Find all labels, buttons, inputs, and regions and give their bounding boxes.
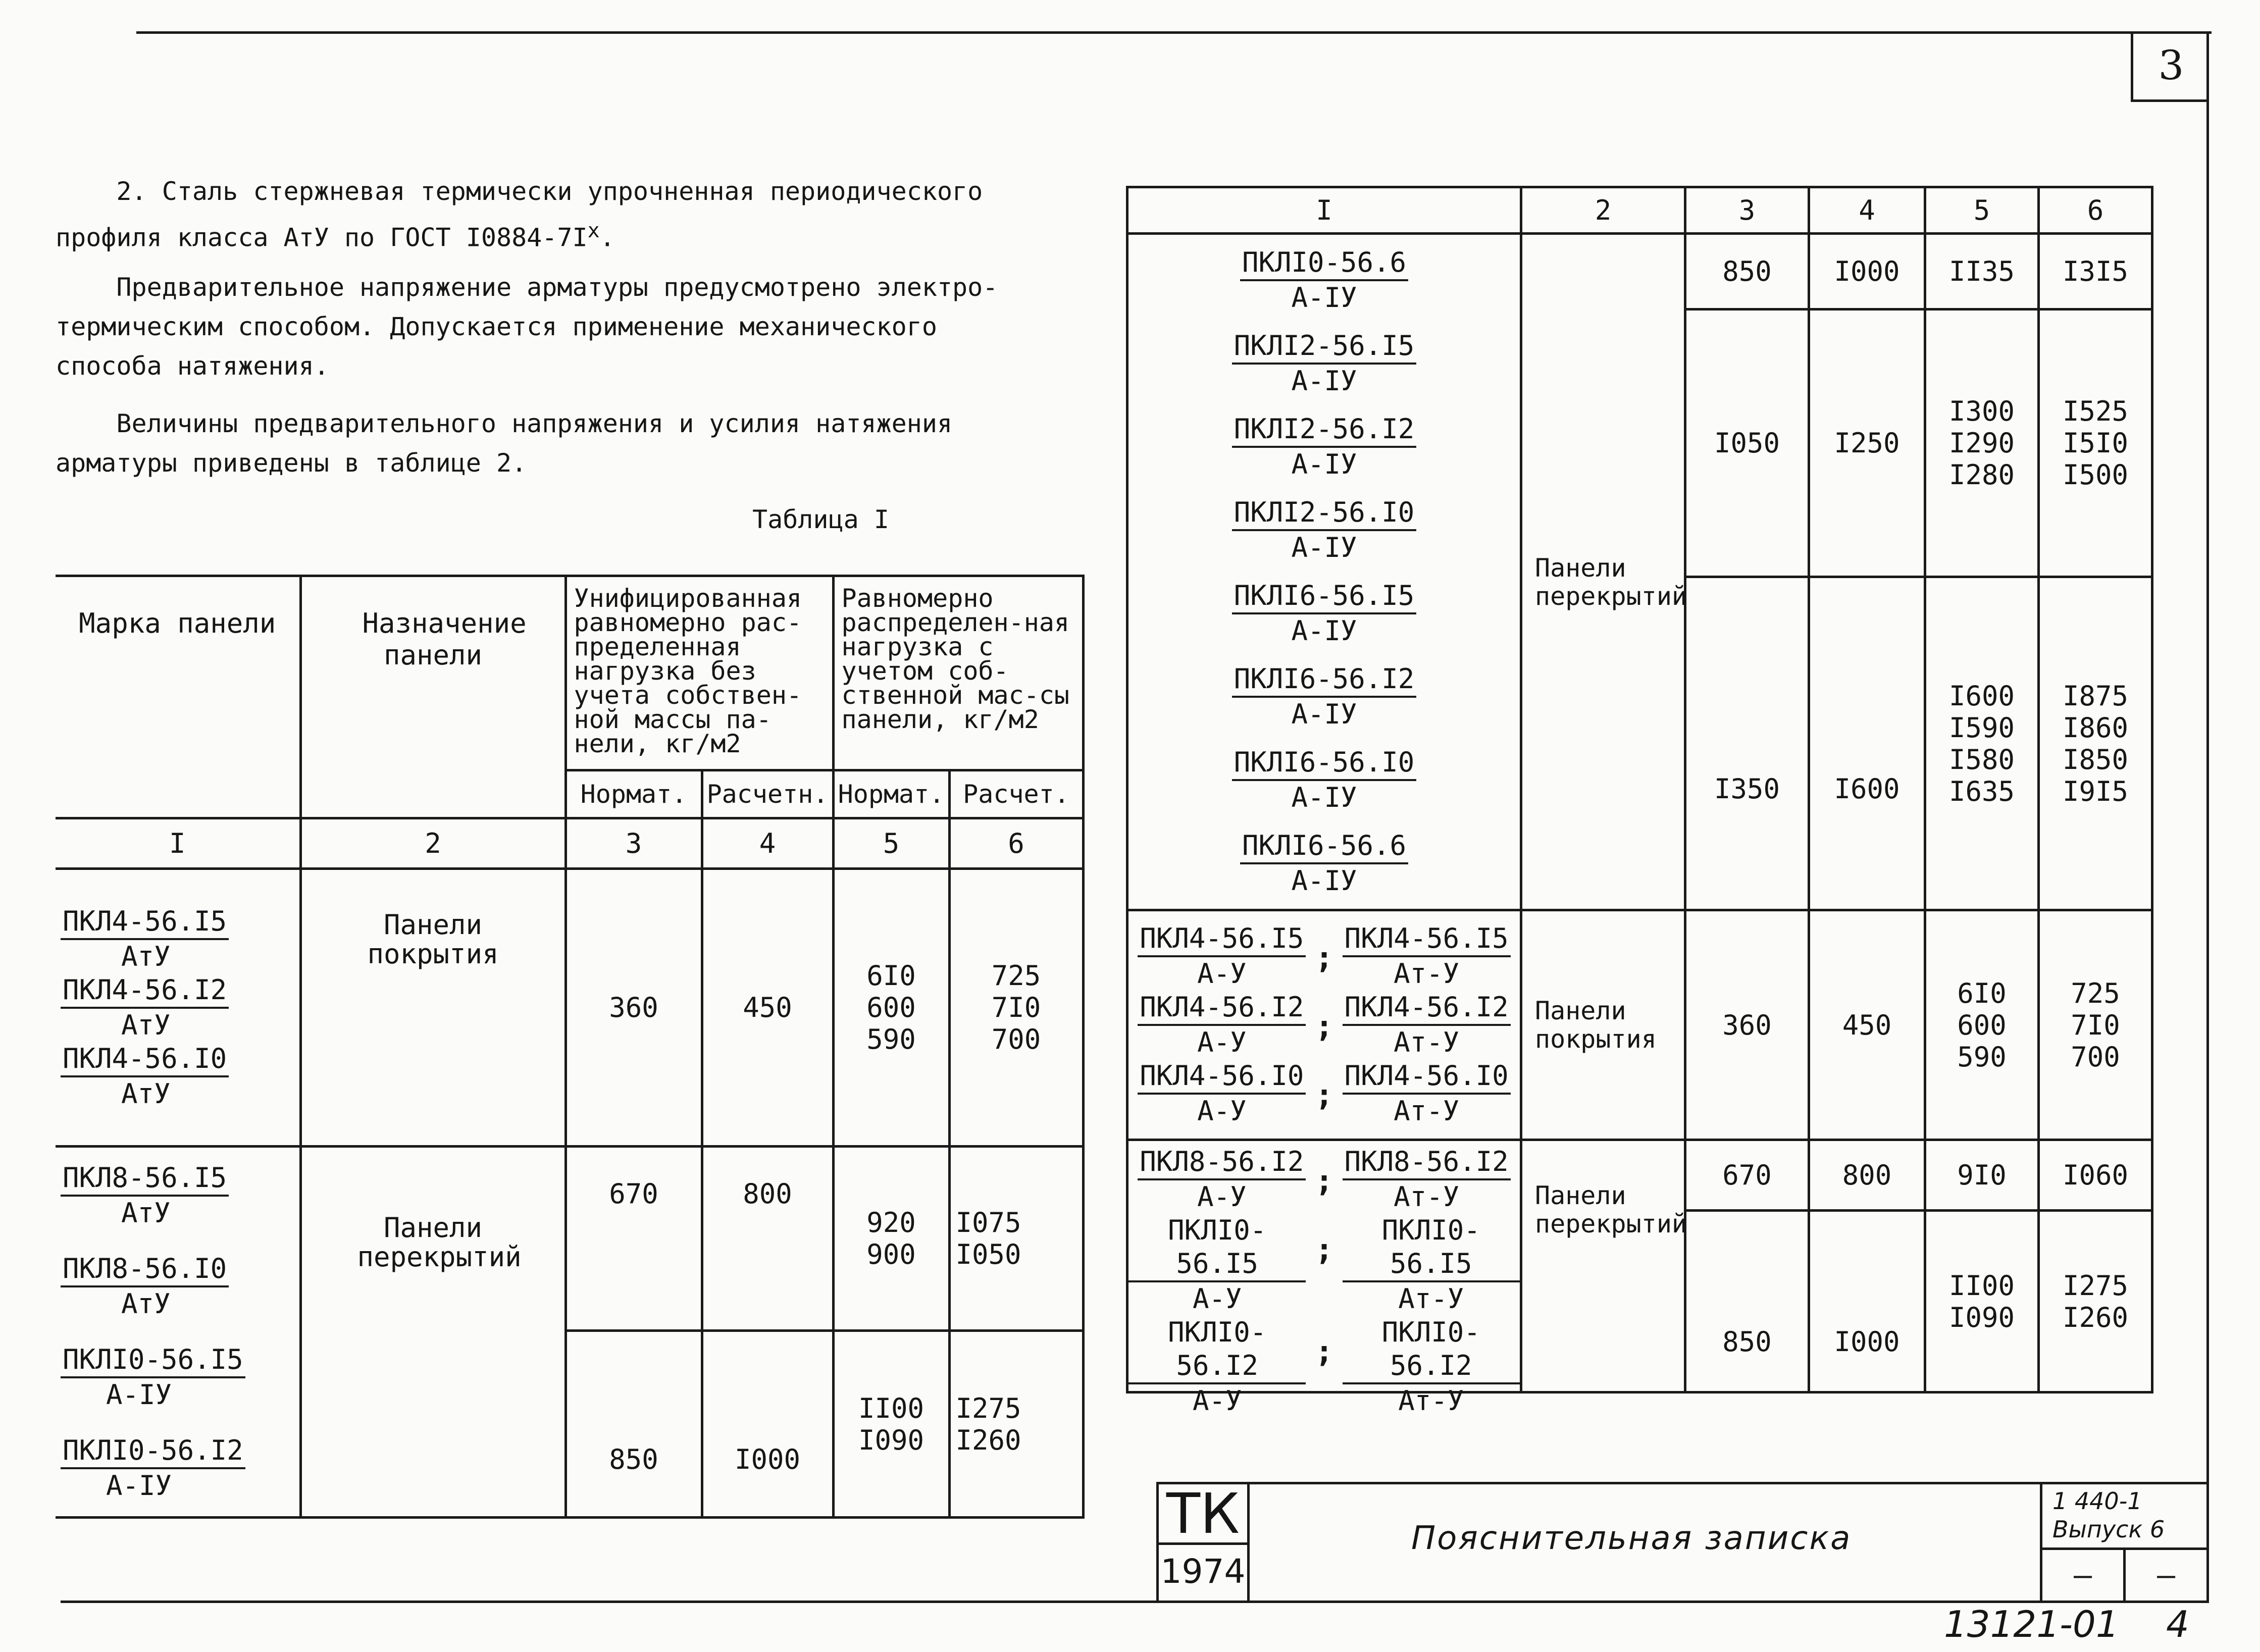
cell-c4: 450 xyxy=(702,869,833,1147)
cell-c5: II00 I090 xyxy=(1925,1211,2039,1392)
cell-c5: II00 I090 xyxy=(833,1331,949,1518)
cell-c3: 850 xyxy=(1685,1211,1809,1392)
header-calc-1: Расчетн. xyxy=(702,770,833,818)
paragraph-values: Величины предварительного напряжения и усилия натяжения арматуры приведены в таблице 2. xyxy=(56,409,953,478)
col-number-4: 4 xyxy=(702,818,833,869)
cell-c5: 920 900 xyxy=(833,1147,949,1331)
col-number-6: 6 xyxy=(2039,187,2152,234)
cell-c3: 360 xyxy=(1685,910,1809,1140)
table1-caption: Таблица I xyxy=(752,505,889,534)
purpose-cell: Панели перекрытий xyxy=(1521,1140,1685,1392)
col-number-1: I xyxy=(56,818,300,869)
table-row xyxy=(1127,234,2152,309)
col-number-5: 5 xyxy=(833,818,949,869)
cell-c3: I350 xyxy=(1685,577,1809,910)
sheet-cell-2: — xyxy=(2156,1558,2176,1593)
mark-cell: $\frac{\text{ПКЛ4-56.I5}}{\text{АтУ}}$ $\frac{\text{ПКЛ4-56.I2}}{\text{АтУ}}$ $\frac{\text{ПКЛ4-56.I0}}{\text{АтУ}}$ xyxy=(56,869,300,1147)
col-number-4: 4 xyxy=(1809,187,1925,234)
cell-c3: 360 xyxy=(566,869,702,1147)
right-frame-line xyxy=(2206,31,2209,1602)
page-number: 3 xyxy=(2158,42,2184,89)
series-cell xyxy=(2040,1484,2206,1550)
cell-c6: I3I5 xyxy=(2039,234,2152,309)
cell-c6: I875 I860 I850 I9I5 xyxy=(2039,577,2152,910)
header-uniform-load: Равномерно распределен-ная нагрузка с учетом соб-ственной мас-сы панели, кг/м2 xyxy=(833,576,1083,770)
year-cell xyxy=(1159,1542,1250,1601)
cell-c5: 6I0 600 590 xyxy=(1925,910,2039,1140)
cell-c4: I000 xyxy=(1809,1211,1925,1392)
sheet-cell-1: — xyxy=(2042,1550,2126,1601)
mark-cell: $\frac{\text{ПКЛI0-56.6}}{А-IУ}$ $\frac{\text{ПКЛI2-56.I5}}{А-IУ}$ $\frac{\text{ПКЛI2-56.I2}}{А-IУ}$ $\frac{\text{ПКЛI2-56.I0}}{А-IУ}$ $\frac{\text{ПКЛI6-56.I5}}{А-IУ}$ $\frac{\text{ПКЛI6-56.I2}}{А-IУ}$ $\frac{\text{ПКЛI6-56.I0}}{А-IУ}$ $\frac{\text{ПКЛI6-56.6}}{А-IУ}$ xyxy=(1127,234,1521,910)
paragraph-prestress: Предварительное напряжение арматуры предусмотрено электро- термическим способом. Допускается применение механического способа натяжения. xyxy=(56,273,998,381)
header-norm-1: Нормат. xyxy=(566,770,702,818)
org-code: ТК xyxy=(1166,1481,1240,1546)
header-calc-2: Расчет. xyxy=(949,770,1083,818)
issue-number: Выпуск 6 xyxy=(2052,1516,2165,1543)
cell-c5: I600 I590 I580 I635 xyxy=(1925,577,2039,910)
mark-cell: $\frac{\text{ПКЛ4-56.I5}}{А-У}$ ; $\frac{\text{ПКЛ4-56.I5}}{Ат-У}$ $\frac{\text{ПКЛ4-56.I2}}{А-У}$ ; $\frac{\text{ПКЛ4-56.I2}}{Ат-У}$ $\frac{\text{ПКЛ4-56.I0}}{А-У}$ ; $\frac{\text{ПКЛ4-56.I0}}{Ат-У}$ xyxy=(1127,910,1521,1140)
table-row xyxy=(1127,910,2152,1140)
col-number-3: 3 xyxy=(1685,187,1809,234)
cell-c3: 670 xyxy=(566,1147,702,1331)
header-norm-2: Нормат. xyxy=(833,770,949,818)
cell-c4: 800 xyxy=(1809,1140,1925,1211)
page-number-box xyxy=(2131,31,2209,102)
cell-c6: 725 7I0 700 xyxy=(2039,910,2152,1140)
header-unified-load: Унифицированная равномерно рас-пределенная нагрузка без учета собствен-ной массы па-нели, кг/м2 xyxy=(566,576,833,770)
sheet-cells xyxy=(2040,1550,2206,1601)
cell-c5: I300 I290 I280 xyxy=(1925,309,2039,577)
purpose-cell: Панели перекрытий xyxy=(300,1147,566,1518)
cell-c6: I060 xyxy=(2039,1140,2152,1211)
col-number-1: I xyxy=(1127,187,1521,234)
paragraph-steel: 2. Сталь стержневая термически упрочненная периодического профиля класса АтУ по ГОСТ $I0884-7I^x$. xyxy=(56,177,983,252)
cell-c6: I525 I5I0 I500 xyxy=(2039,309,2152,577)
sheet-number: 4 xyxy=(2166,1603,2189,1645)
document-title: Пояснительная записка xyxy=(1411,1520,1852,1557)
title-block xyxy=(1156,1482,2206,1601)
purpose-cell: Панели перекрытий xyxy=(1521,234,1685,910)
cell-c3: 670 xyxy=(1685,1140,1809,1211)
cell-c3: 850 xyxy=(1685,234,1809,309)
cell-c3: 850 xyxy=(566,1331,702,1518)
col-number-2: 2 xyxy=(1521,187,1685,234)
cell-c4: 450 xyxy=(1809,910,1925,1140)
gost-superscript: x xyxy=(587,219,600,242)
col-number-6: 6 xyxy=(949,818,1083,869)
purpose-cell: Панели покрытия xyxy=(300,869,566,1147)
col-number-3: 3 xyxy=(566,818,702,869)
cell-c4: I000 xyxy=(702,1331,833,1518)
cell-c6: I275 I260 xyxy=(2039,1211,2152,1392)
cell-c4: I250 xyxy=(1809,309,1925,577)
table2 xyxy=(1126,186,2153,1417)
year: 1974 xyxy=(1160,1552,1246,1591)
table-row xyxy=(56,1147,1083,1331)
bottom-frame-line xyxy=(61,1601,2209,1603)
table1 xyxy=(56,575,1085,1519)
cell-c4: 800 xyxy=(702,1147,833,1331)
col-number-2: 2 xyxy=(300,818,566,869)
header-purpose: Назначение панели xyxy=(300,576,566,818)
mark-cell: $\frac{\text{ПКЛ8-56.I2}}{А-У}$ ; $\frac{\text{ПКЛ8-56.I2}}{Ат-У}$ $\frac{\text{ПКЛI0-56.I5}}{А-У}$ ; $\frac{\text{ПКЛI0-56.I5}}{Ат-У}$ $\frac{\text{ПКЛI0-56.I2}}{А-У}$ ; $\frac{\text{ПКЛI0-56.I2}}{Ат-У}$ xyxy=(1127,1140,1521,1392)
cell-c6: 725 7I0 700 xyxy=(949,869,1083,1147)
series-number: 1 440-1 xyxy=(2052,1487,2142,1515)
top-frame-line xyxy=(136,31,2212,34)
cell-c6: I275 I260 xyxy=(949,1331,1083,1518)
mark-cell: $\frac{\text{ПКЛ8-56.I5}}{\text{АтУ}}$ $\frac{\text{ПКЛ8-56.I0}}{\text{АтУ}}$ $\frac{\text{ПКЛI0-56.I5}}{А-IУ}$ $\frac{\text{ПКЛI0-56.I2}}{А-IУ}$ xyxy=(56,1147,300,1518)
table-row xyxy=(1127,1140,2152,1211)
cell-c3: I050 xyxy=(1685,309,1809,577)
cell-c4: I000 xyxy=(1809,234,1925,309)
document-number: 13121-01 xyxy=(1944,1603,2119,1645)
cell-c5: II35 xyxy=(1925,234,2039,309)
header-mark: Марка панели xyxy=(56,576,300,818)
cell-c6: I075 I050 xyxy=(949,1147,1083,1331)
cell-c4: I600 xyxy=(1809,577,1925,910)
org-cell xyxy=(1159,1481,1250,1546)
cell-c5: 6I0 600 590 xyxy=(833,869,949,1147)
purpose-cell: Панели покрытия xyxy=(1521,910,1685,1140)
cell-c5: 9I0 xyxy=(1925,1140,2039,1211)
table-row xyxy=(56,869,1083,1147)
col-number-5: 5 xyxy=(1925,187,2039,234)
